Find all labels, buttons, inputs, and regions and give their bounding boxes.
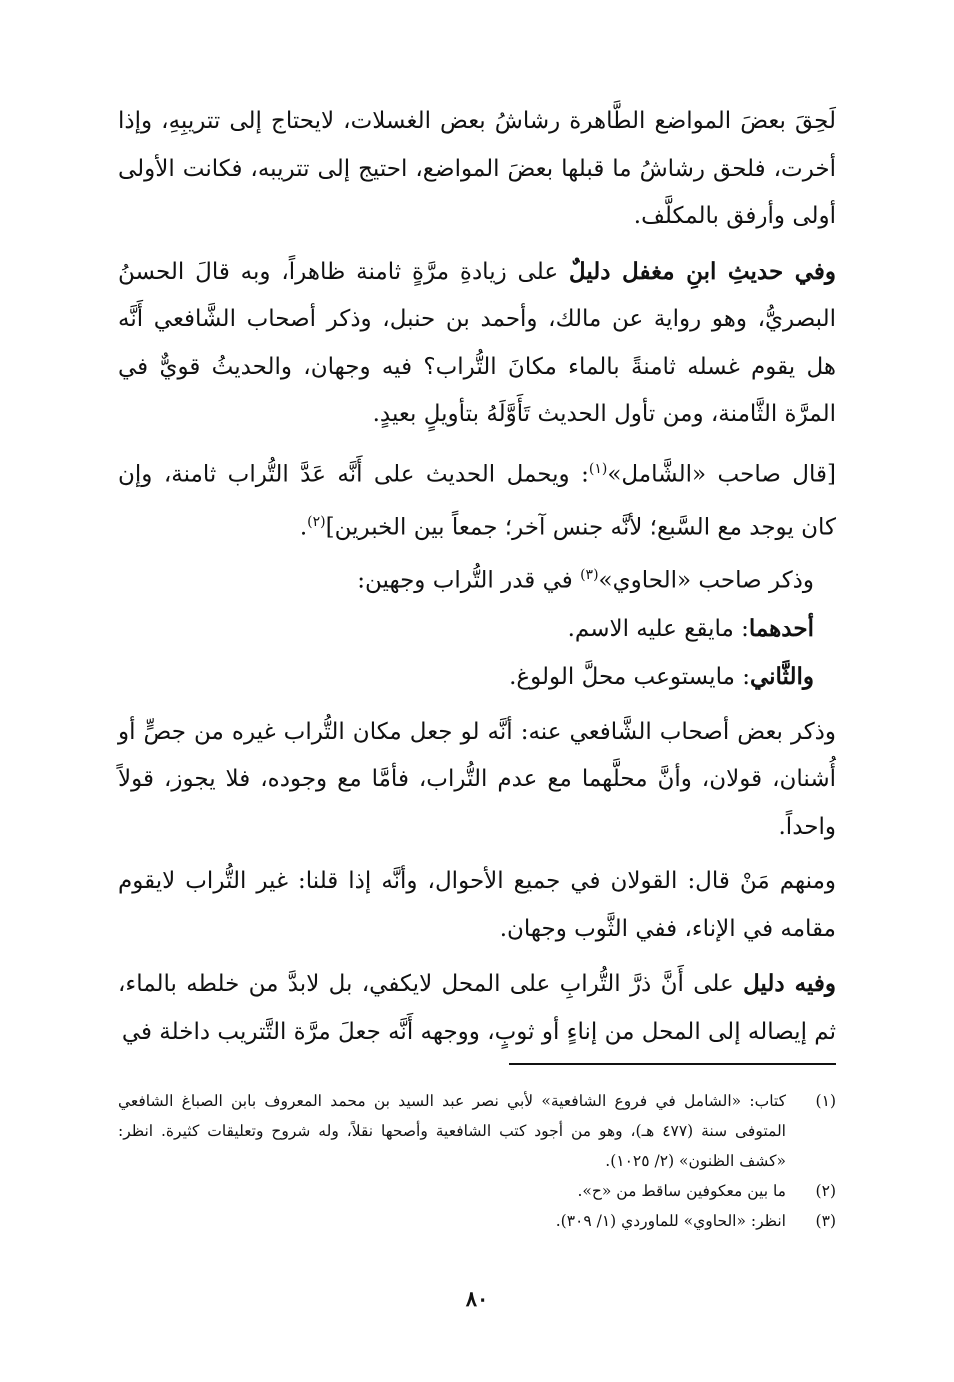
footnote-number: (٣): [815, 1212, 836, 1230]
paragraph-5: أحدهما: مايقع عليه الاسم.: [567, 614, 814, 642]
paragraph-2: وفي حديثِ ابنِ مغفل دليلٌ على زيادةِ مرَّةٍ ثامنة ظاهراً، وبه قالَ الحسنُ البصريُّ، وهو رواية عن مالك، وأحمد بن حنبل، وذكر أصحاب الشَّافعي أَنَّه هل يقوم غسله ثامنةً بالماء مكانَ التُّراب؟ فيه وجهان، والحديثُ قويٌّ في المرَّة الثَّامنة، ومن تأول الحديث تَأَوَّلَهُ بتأويلٍ بعيدٍ.: [118, 257, 836, 427]
footnote-ref-1: (١): [588, 460, 608, 477]
paragraph-6: والثَّاني: مايستوعب محلَّ الولوغ.: [509, 663, 814, 691]
footnote-3: [118, 1206, 836, 1236]
paragraph-7: وذكر بعض أصحاب الشَّافعي عنه: أنَّه لو جعل مكان التُّراب غيره من جصٍّ أو أُشنان، قولان، وأنَّ محلَّهما مع عدم التُّراب، فأمَّا مع وجوده، فلا يجوز، قولاً واحداً.: [118, 718, 836, 840]
footnote-number: (٢): [815, 1182, 836, 1200]
footnote-ref-2: (٢): [307, 513, 326, 530]
footnotes: [118, 1086, 836, 1236]
paragraph-4: وذكر صاحب «الحاوي»$^{(٣)}$ في قدر التُّراب وجهين:: [357, 566, 814, 594]
footnote-number: (١): [815, 1092, 836, 1110]
paragraph-9: وفيه دليل على أَنَّ ذرَّ التُّرابِ على المحل لايكفي، بل لابدَّ من خلطه بالماء، ثم إيصاله إلى المحل من إناءٍ أو ثوبٍ، ووجهه أَنَّه جعلَ مرَّة التَّتريب داخلة في: [118, 970, 836, 1045]
footnote-text: كتاب: «الشامل في فروع الشافعية» لأبي نصر عبد السيد بن محمد المعروف بابن الصباغ الشافعي المتوفى سنة (٤٧٧ هـ)، وهو من أجود كتب الشافعية وأصحها نقلاً، وله شروح وتعليقات كثيرة. انظر: «كشف الظنون» (٢/ ١٠٢٥).: [118, 1092, 786, 1170]
footnote-text: انظر: «الحاوي» للماوردي (١/ ٣٠٩).: [555, 1212, 786, 1230]
footnote-divider: [509, 1063, 836, 1065]
footnote-1: [118, 1086, 836, 1176]
main-text: [118, 98, 836, 1056]
emphasis-text: والثَّاني: [749, 663, 814, 691]
paragraph-8: ومنهم مَنْ قال: القولان في جميع الأحوال، وأنَّه إذا قلنا: غير التُّراب لايقوم مقامه في الإناء، ففي الثَّوب وجهان.: [118, 868, 836, 942]
footnote-text: ما بين معكوفين ساقط من «ح».: [577, 1182, 786, 1200]
emphasis-text: أحدهما: [748, 614, 814, 642]
paragraph-1: لَحِقَ بعضَ المواضع الطَّاهرة رشاشُ بعض الغسلات، لايحتاج إلى تتريبِهِ، وإذا أخرت، فلحق رشاشُ ما قبلها بعضَ المواضع، احتيج إلى تتريبه، فكانت الأولى أولى وأرفق بالمكلَّف.: [118, 108, 836, 229]
page-number: ٨٠: [465, 1286, 489, 1311]
emphasis-text: وفيه دليل: [743, 970, 836, 998]
paragraph-3: [قال صاحب «الشَّامل»$^{(١)}$: ويحمل الحديث على أَنَّه عَدَّ التُّراب ثامنة، وإن كان يوجد مع السَّبع؛ لأنَّه جنس آخر؛ جمعاً بين الخبرين]$^{(٢)}$.: [118, 460, 836, 541]
footnote-2: [118, 1176, 836, 1206]
footnote-ref-3: (٣): [580, 566, 599, 583]
emphasis-text: وفي حديثِ ابنِ مغفل دليلٌ: [568, 257, 836, 285]
